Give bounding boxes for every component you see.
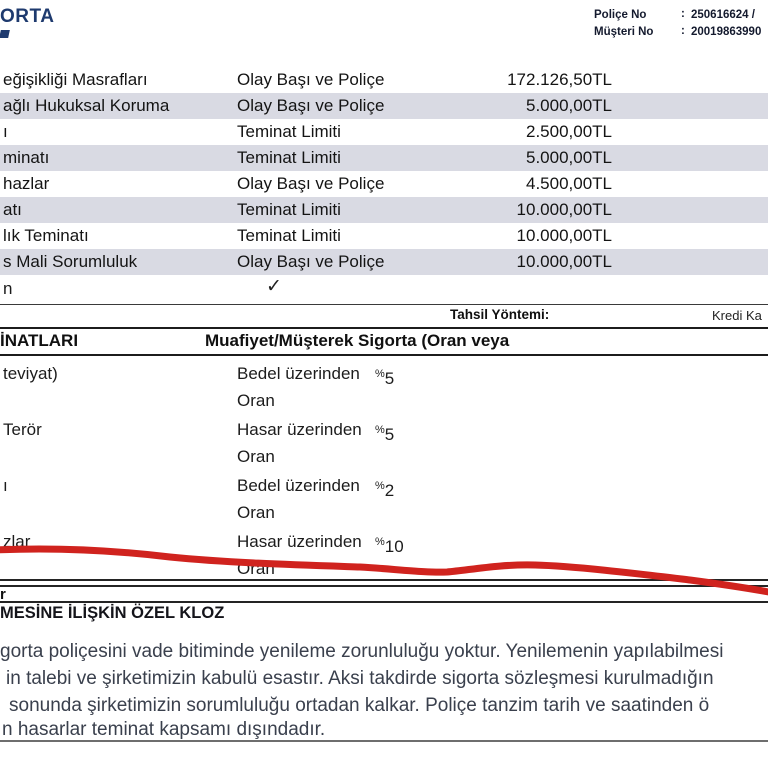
deductible-name: Terör <box>3 420 42 439</box>
coverage-name: ağlı Hukuksal Koruma <box>3 96 170 115</box>
coverage-row <box>0 249 768 275</box>
coverage-name: atı <box>3 200 22 219</box>
policy-no-label: Poliçe No <box>594 9 647 21</box>
percent-sign: % <box>375 480 385 492</box>
insurer-logo-fragment: ORTA <box>0 6 55 27</box>
deductible-percentage <box>375 474 394 503</box>
deductible-basis-line2: Oran <box>237 391 275 410</box>
clause-paragraph-line: gorta poliçesini vade bitiminde yenileme zorunluluğu yoktur. Yenilemenin yapılabilmesi <box>0 641 724 662</box>
coverage-name: hazlar <box>3 174 50 193</box>
customer-no-label: Müşteri No <box>594 26 654 38</box>
coverage-basis: Teminat Limiti <box>237 148 341 167</box>
divider-line <box>0 327 768 329</box>
coverage-check-row <box>0 277 768 301</box>
payment-method-label: Tahsil Yöntemi: <box>450 307 550 322</box>
clause-row-fragment: r <box>0 586 6 603</box>
coverage-basis: Olay Başı ve Poliçe <box>237 174 385 193</box>
deductible-row <box>0 418 768 442</box>
coverage-amount: 5.000,00TL <box>525 96 612 115</box>
insurer-logo-mark <box>0 30 10 38</box>
coverage-name: n <box>3 279 13 298</box>
coverage-row <box>0 197 768 223</box>
clause-paragraph-line: sonunda şirketimizin sorumluluğu ortadan kalkar. Poliçe tanzim tarih ve saatinden ö <box>9 695 710 716</box>
divider-line <box>0 601 768 603</box>
divider-line <box>0 304 768 305</box>
coverage-amount: 10.000,00TL <box>516 252 612 271</box>
divider-line <box>0 740 768 742</box>
coverage-name: minatı <box>3 148 50 167</box>
coverage-row <box>0 93 768 119</box>
coverage-row <box>0 223 768 249</box>
clause-title: MESİNE İLİŞKİN ÖZEL KLOZ <box>0 604 225 622</box>
deductible-row-line2 <box>0 445 768 469</box>
deductible-basis-line2: Oran <box>237 559 275 578</box>
clause-paragraph-line: n hasarlar teminat kapsamı dışındadır. <box>2 719 326 740</box>
divider-line <box>0 354 768 356</box>
coverage-row <box>0 145 768 171</box>
coverage-row <box>0 119 768 145</box>
deductible-row-line2 <box>0 389 768 413</box>
deductible-percentage <box>375 362 394 391</box>
coverage-basis: Teminat Limiti <box>237 200 341 219</box>
percent-sign: % <box>375 424 385 436</box>
percent-value: 5 <box>384 369 395 388</box>
deductible-percentage <box>375 418 394 447</box>
coverage-amount: 10.000,00TL <box>516 200 612 219</box>
policy-no-value: 250616624 / <box>691 9 755 21</box>
deductible-row <box>0 362 768 386</box>
coverage-amount: 5.000,00TL <box>525 148 612 167</box>
deductible-basis: Hasar üzerinden <box>237 532 362 551</box>
clause-paragraph-line: in talebi ve şirketimizin kabulü esastır. Aksi takdirde sigorta sözleşmesi kurulmadığın <box>6 668 714 689</box>
double-divider-line <box>0 579 768 587</box>
deductible-row <box>0 530 768 554</box>
deductible-row-line2 <box>0 501 768 525</box>
coverage-name: eğişikliği Masrafları <box>3 70 148 89</box>
deductible-basis: Hasar üzerinden <box>237 420 362 439</box>
coverage-basis: Teminat Limiti <box>237 122 341 141</box>
coverage-amount: 2.500,00TL <box>525 122 612 141</box>
coverage-row <box>0 67 768 93</box>
deductible-name: teviyat) <box>3 364 58 383</box>
deductible-name: ı <box>3 476 8 495</box>
deductible-basis: Bedel üzerinden <box>237 364 360 383</box>
coverage-basis: Olay Başı ve Poliçe <box>237 70 385 89</box>
coverage-amount: 10.000,00TL <box>516 226 612 245</box>
coverage-basis: Teminat Limiti <box>237 226 341 245</box>
payment-method-value: Kredi Ka <box>712 308 762 323</box>
deductible-col1-header: İNATLARI <box>0 331 79 350</box>
coverage-basis: Olay Başı ve Poliçe <box>237 252 385 271</box>
deductible-col2-header: Muafiyet/Müşterek Sigorta (Oran veya <box>205 331 510 350</box>
percent-value: 5 <box>384 425 395 444</box>
percent-sign: % <box>375 536 385 548</box>
coverage-name: s Mali Sorumluluk <box>3 252 138 271</box>
deductible-row <box>0 474 768 498</box>
coverage-amount: 172.126,50TL <box>507 70 612 89</box>
deductible-basis-line2: Oran <box>237 503 275 522</box>
policy-no-separator: : <box>681 8 685 20</box>
percent-value: 2 <box>384 481 395 500</box>
customer-no-separator: : <box>681 25 685 37</box>
coverage-row <box>0 171 768 197</box>
percent-sign: % <box>375 368 385 380</box>
coverage-name: lık Teminatı <box>3 226 89 245</box>
deductible-row-line2 <box>0 557 768 581</box>
deductible-percentage <box>375 530 404 559</box>
check-icon: ✓ <box>266 276 282 297</box>
percent-value: 10 <box>384 537 404 556</box>
deductible-basis: Bedel üzerinden <box>237 476 360 495</box>
coverage-name: ı <box>3 122 8 141</box>
deductible-basis-line2: Oran <box>237 447 275 466</box>
customer-no-value: 20019863990 <box>691 26 762 38</box>
deductible-name: zlar <box>3 532 31 551</box>
coverage-basis: Olay Başı ve Poliçe <box>237 96 385 115</box>
coverage-amount: 4.500,00TL <box>525 174 612 193</box>
